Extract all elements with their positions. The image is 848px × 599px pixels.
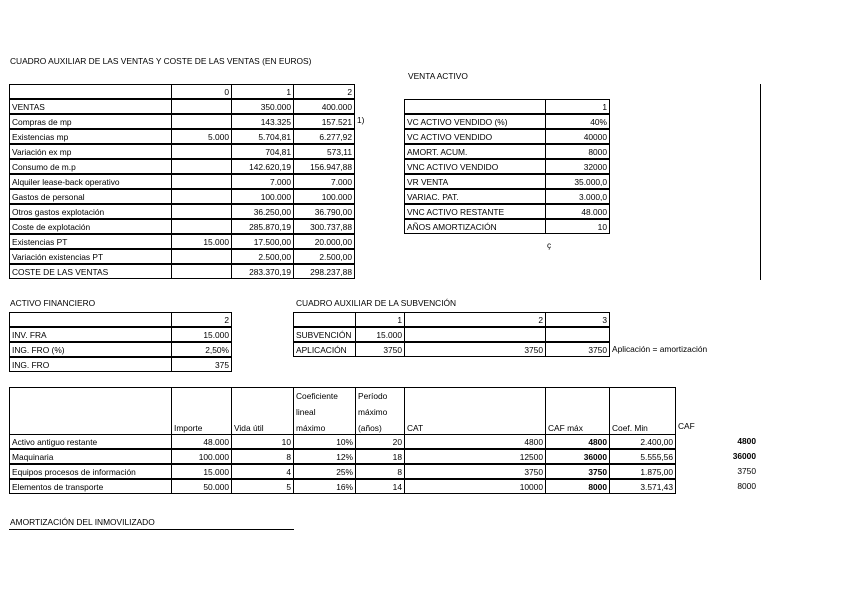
amortizacion-title-underline — [9, 529, 294, 530]
am-header-coef: Coeficiente lineal máximo — [293, 387, 356, 435]
ventas-row-label: VENTAS — [9, 99, 172, 114]
sub-header-1: 1 — [355, 312, 405, 327]
ventas-row-label: Otros gastos explotación — [9, 204, 172, 219]
ventas-row-label: Gastos de personal — [9, 189, 172, 204]
venta-activo-value: 8000 — [545, 144, 610, 159]
ventas-row-value — [171, 174, 232, 189]
am-cell-vida: 10 — [231, 434, 294, 449]
am-cell-vida: 5 — [231, 479, 294, 494]
ventas-row-value: 573,11 — [293, 144, 355, 159]
ventas-row-label: COSTE DE LAS VENTAS — [9, 264, 172, 279]
ventas-row-value — [171, 99, 232, 114]
ventas-row-label: Variación ex mp — [9, 144, 172, 159]
af-label: ING. FRO — [9, 357, 172, 372]
am-cell-name: Equipos procesos de información — [9, 464, 172, 479]
ventas-header-0: 0 — [171, 84, 232, 99]
am-cell-name: Elementos de transporte — [9, 479, 172, 494]
am-cell-coefmin: 1.875,00 — [609, 464, 676, 479]
ventas-row-value — [171, 189, 232, 204]
am-cell-name: Maquinaria — [9, 449, 172, 464]
am-cell-cafmax: 8000 — [545, 479, 610, 494]
sub-header-label — [293, 312, 356, 327]
ventas-row-value: 704,81 — [231, 144, 294, 159]
am-cell-coef: 10% — [293, 434, 356, 449]
venta-activo-value: 35.000,0 — [545, 174, 610, 189]
venta-activo-value: 48.000 — [545, 204, 610, 219]
ventas-row-value: 36.790,00 — [293, 204, 355, 219]
am-cell-coefmin: 5.555,56 — [609, 449, 676, 464]
ventas-row-value: 400.000 — [293, 99, 355, 114]
ventas-row-label: Coste de explotación — [9, 219, 172, 234]
ventas-row-value — [171, 264, 232, 279]
ventas-header-label — [9, 84, 172, 99]
sub-row-value — [545, 327, 610, 342]
sub-header-3: 3 — [545, 312, 610, 327]
venta-activo-value: 32000 — [545, 159, 610, 174]
am-cell-cat: 12500 — [404, 449, 546, 464]
ventas-row-label: Compras de mp — [9, 114, 172, 129]
sub-row-value — [404, 327, 546, 342]
af-label: ING. FRO (%) — [9, 342, 172, 357]
subvencion-title: CUADRO AUXILIAR DE LA SUBVENCIÓN — [296, 298, 457, 308]
am-header-cafmax: CAF máx — [545, 387, 610, 435]
ventas-row-value: 300.737,88 — [293, 219, 355, 234]
sub-row-value: 3750 — [355, 342, 405, 357]
ventas-row-value: 36.250,00 — [231, 204, 294, 219]
am-cell-importe: 15.000 — [171, 464, 232, 479]
ventas-row-value: 100.000 — [231, 189, 294, 204]
ventas-row-label: Alquiler lease-back operativo — [9, 174, 172, 189]
ventas-row-label: Variación existencias PT — [9, 249, 172, 264]
af-value: 2,50% — [171, 342, 232, 357]
ventas-note: 1) — [357, 115, 365, 125]
ventas-row-value: 100.000 — [293, 189, 355, 204]
am-cell-name: Activo antiguo restante — [9, 434, 172, 449]
ventas-row-value: 6.277,92 — [293, 129, 355, 144]
venta-activo-value: 40% — [545, 114, 610, 129]
am-cell-importe: 50.000 — [171, 479, 232, 494]
venta-activo-label: VNC ACTIVO VENDIDO — [404, 159, 546, 174]
am-cell-vida: 4 — [231, 464, 294, 479]
venta-activo-value: 10 — [545, 219, 610, 234]
venta-activo-label: VARIAC. PAT. — [404, 189, 546, 204]
am-header-cat: CAT — [404, 387, 546, 435]
ventas-row-value: 285.870,19 — [231, 219, 294, 234]
am-cell-importe: 48.000 — [171, 434, 232, 449]
ventas-row-value: 2.500,00 — [231, 249, 294, 264]
af-header: 2 — [171, 312, 232, 327]
am-header-importe: Importe — [171, 387, 232, 435]
am-header-vida: Vida útil — [231, 387, 294, 435]
sub-row-label: SUBVENCIÓN — [293, 327, 356, 342]
am-header-name — [9, 387, 172, 435]
am-header-periodo: Período máximo (años) — [355, 387, 405, 435]
subvencion-note: Aplicación = amortización — [612, 344, 708, 354]
venta-activo-value: 40000 — [545, 129, 610, 144]
venta-activo-label: AMORT. ACUM. — [404, 144, 546, 159]
ventas-row-label: Existencias mp — [9, 129, 172, 144]
am-cell-coefmin: 3.571,43 — [609, 479, 676, 494]
am-cell-cat: 10000 — [404, 479, 546, 494]
ventas-row-value — [171, 144, 232, 159]
af-header-label — [9, 312, 172, 327]
ventas-header-2: 2 — [293, 84, 355, 99]
venta-activo-header-label — [404, 99, 546, 114]
ventas-row-value: 5.704,81 — [231, 129, 294, 144]
ventas-title: CUADRO AUXILIAR DE LAS VENTAS Y COSTE DE LAS VENTAS (EN EUROS) — [10, 56, 312, 66]
sub-row-value: 3750 — [404, 342, 546, 357]
venta-activo-label: VC ACTIVO VENDIDO — [404, 129, 546, 144]
af-value: 375 — [171, 357, 232, 372]
ventas-row-value: 17.500,00 — [231, 234, 294, 249]
page-break-line — [760, 84, 761, 280]
af-label: INV. FRA — [9, 327, 172, 342]
am-cell-caf: 3750 — [737, 466, 756, 476]
venta-activo-header: 1 — [545, 99, 610, 114]
ventas-row-value: 157.521 — [293, 114, 355, 129]
ventas-row-value: 20.000,00 — [293, 234, 355, 249]
ventas-row-value: 298.237,88 — [293, 264, 355, 279]
ventas-row-value — [171, 219, 232, 234]
ventas-row-value: 283.370,19 — [231, 264, 294, 279]
am-cell-cafmax: 4800 — [545, 434, 610, 449]
am-cell-cafmax: 36000 — [545, 449, 610, 464]
ventas-row-value: 5.000 — [171, 129, 232, 144]
activo-financiero-title: ACTIVO FINANCIERO — [10, 298, 96, 308]
am-cell-coef: 12% — [293, 449, 356, 464]
am-cell-coefmin: 2.400,00 — [609, 434, 676, 449]
stray-char: ç — [547, 240, 552, 250]
af-value: 15.000 — [171, 327, 232, 342]
am-cell-periodo: 20 — [355, 434, 405, 449]
am-cell-periodo: 8 — [355, 464, 405, 479]
venta-activo-label: AÑOS AMORTIZACIÓN — [404, 219, 546, 234]
sub-row-value: 15.000 — [355, 327, 405, 342]
am-cell-caf: 8000 — [737, 481, 756, 491]
venta-activo-label: VR VENTA — [404, 174, 546, 189]
am-cell-vida: 8 — [231, 449, 294, 464]
venta-activo-label: VNC ACTIVO RESTANTE — [404, 204, 546, 219]
ventas-row-value: 2.500,00 — [293, 249, 355, 264]
ventas-row-value: 350.000 — [231, 99, 294, 114]
venta-activo-label: VC ACTIVO VENDIDO (%) — [404, 114, 546, 129]
ventas-row-value: 7.000 — [231, 174, 294, 189]
am-cell-coef: 25% — [293, 464, 356, 479]
am-cell-periodo: 14 — [355, 479, 405, 494]
am-cell-cat: 4800 — [404, 434, 546, 449]
venta-activo-title: VENTA ACTIVO — [408, 71, 468, 81]
am-cell-caf: 36000 — [732, 451, 756, 461]
ventas-row-value — [171, 204, 232, 219]
am-cell-cafmax: 3750 — [545, 464, 610, 479]
sub-row-label: APLICACIÓN — [293, 342, 356, 357]
ventas-row-value: 7.000 — [293, 174, 355, 189]
ventas-row-value — [171, 159, 232, 174]
ventas-row-label: Consumo de m.p — [9, 159, 172, 174]
am-cell-cat: 3750 — [404, 464, 546, 479]
ventas-row-value: 156.947,88 — [293, 159, 355, 174]
amortizacion-title: AMORTIZACIÓN DEL INMOVILIZADO — [10, 517, 155, 527]
ventas-row-value — [171, 249, 232, 264]
ventas-header-1: 1 — [231, 84, 294, 99]
sub-row-value: 3750 — [545, 342, 610, 357]
am-cell-periodo: 18 — [355, 449, 405, 464]
am-header-coefmin: Coef. Min — [609, 387, 676, 435]
am-header-caf: CAF — [678, 421, 695, 431]
am-cell-caf: 4800 — [737, 436, 756, 446]
ventas-row-value: 142.620,19 — [231, 159, 294, 174]
ventas-row-label: Existencias PT — [9, 234, 172, 249]
sub-header-2: 2 — [404, 312, 546, 327]
ventas-row-value: 143.325 — [231, 114, 294, 129]
ventas-row-value — [171, 114, 232, 129]
am-cell-importe: 100.000 — [171, 449, 232, 464]
ventas-row-value: 15.000 — [171, 234, 232, 249]
venta-activo-value: 3.000,0 — [545, 189, 610, 204]
am-cell-coef: 16% — [293, 479, 356, 494]
